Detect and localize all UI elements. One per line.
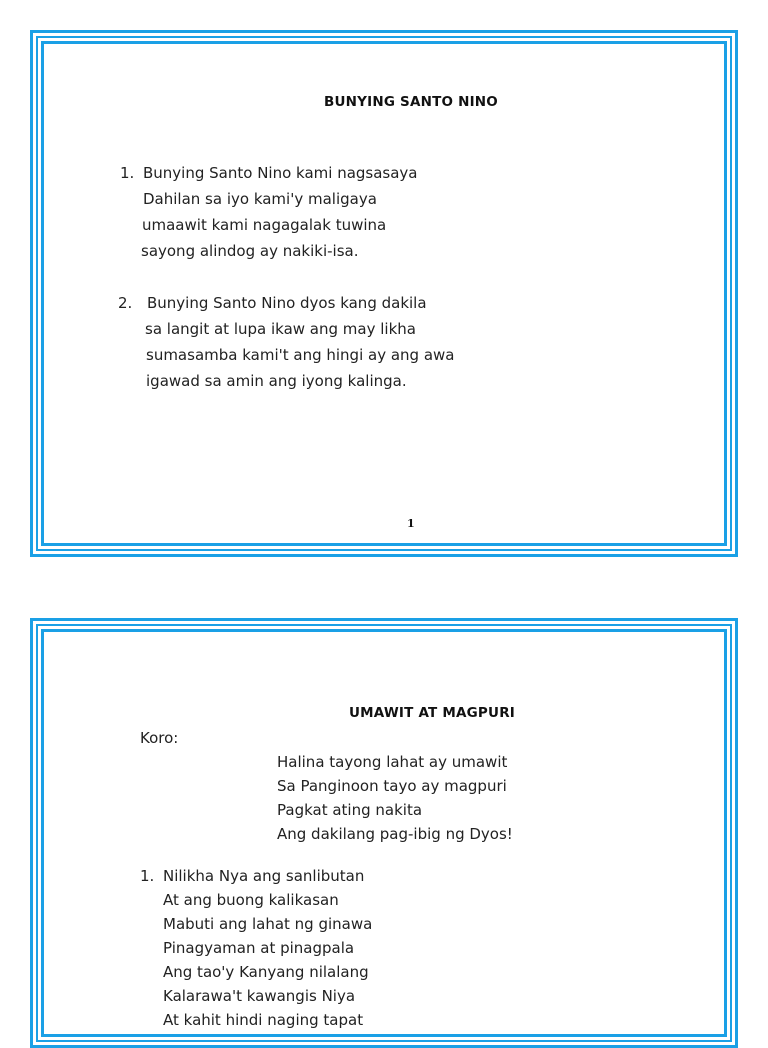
- chorus-line: Halina tayong lahat ay umawit: [277, 753, 508, 771]
- verse-number: 1.: [140, 867, 155, 885]
- verse-line: Nilikha Nya ang sanlibutan: [163, 867, 365, 885]
- chorus-line: Ang dakilang pag-ibig ng Dyos!: [277, 825, 513, 843]
- verse-line: Ang tao'y Kanyang nilalang: [163, 963, 369, 981]
- song-title: BUNYING SANTO NINO: [324, 94, 498, 110]
- verse-line: Pinagyaman at pinagpala: [163, 939, 355, 957]
- chorus-line: Sa Panginoon tayo ay magpuri: [277, 777, 507, 795]
- chorus-label: Koro:: [140, 729, 179, 747]
- verse-line: At ang buong kalikasan: [163, 891, 339, 909]
- verse-line: sayong alindog ay nakiki-isa.: [141, 242, 359, 260]
- verse-line: sa langit at lupa ikaw ang may likha: [145, 320, 416, 338]
- verse-line: At kahit hindi naging tapat: [163, 1011, 364, 1029]
- verse-line: Dahilan sa iyo kami'y maligaya: [143, 190, 377, 208]
- verse-number: 2.: [118, 294, 133, 312]
- verse-line: Bunying Santo Nino dyos kang dakila: [147, 294, 427, 312]
- page-number: 1: [407, 517, 415, 530]
- verse-line: sumasamba kami't ang hingi ay ang awa: [146, 346, 455, 364]
- verse-line: igawad sa amin ang iyong kalinga.: [146, 372, 407, 390]
- verse-line: umaawit kami nagagalak tuwina: [142, 216, 387, 234]
- chorus-line: Pagkat ating nakita: [277, 801, 423, 819]
- song-page-1: [30, 30, 738, 557]
- verse-line: Kalarawa't kawangis Niya: [163, 987, 356, 1005]
- verse-number: 1.: [120, 164, 135, 182]
- verse-line: Mabuti ang lahat ng ginawa: [163, 915, 373, 933]
- verse-line: Bunying Santo Nino kami nagsasaya: [143, 164, 418, 182]
- song-title: UMAWIT AT MAGPURI: [349, 705, 516, 721]
- song-page-2: [30, 618, 738, 1048]
